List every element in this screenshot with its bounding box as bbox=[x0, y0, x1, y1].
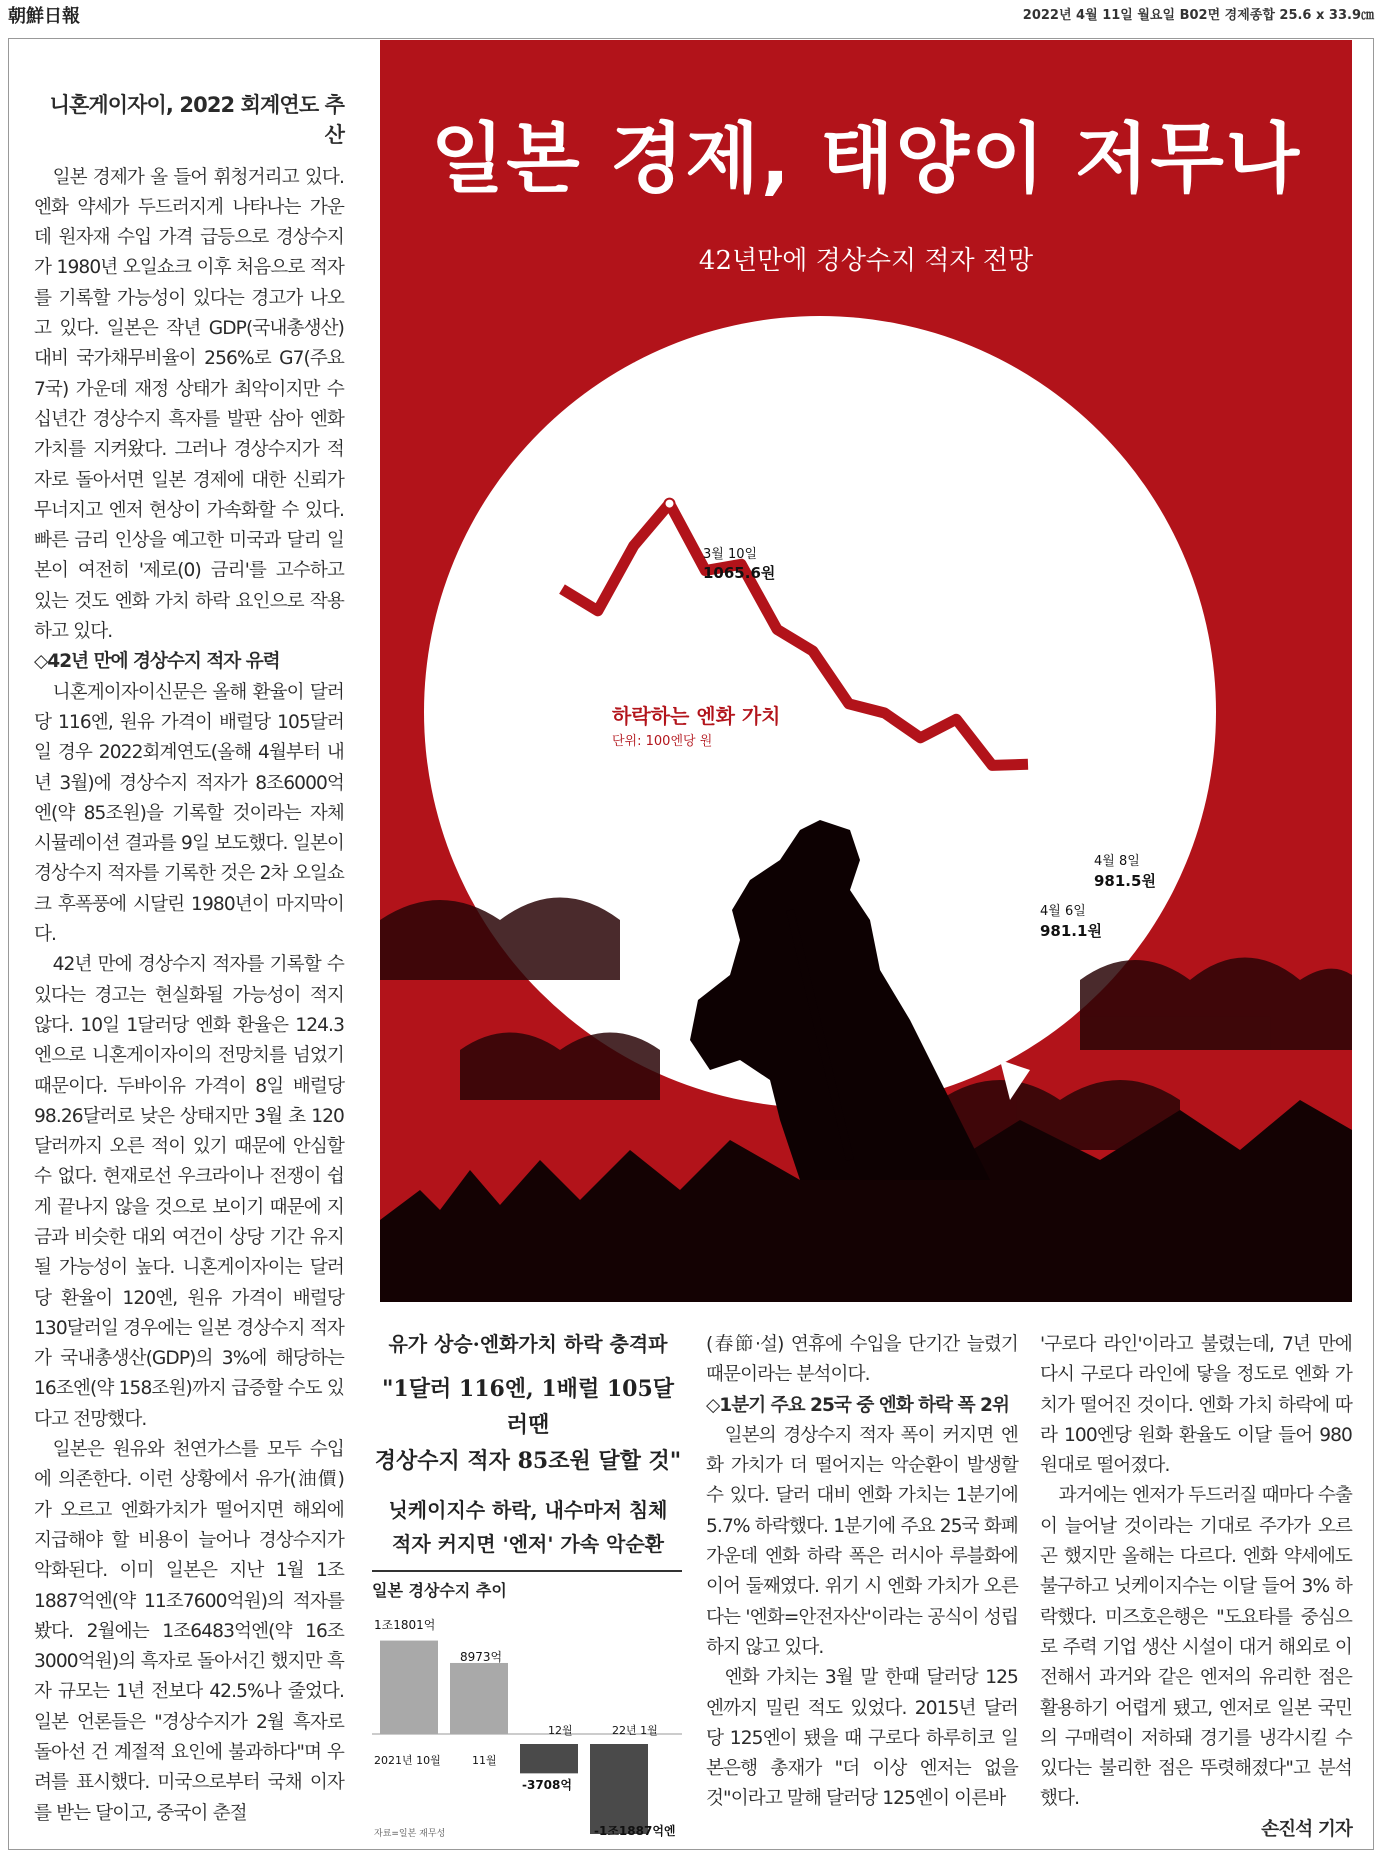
paragraph: 과거에는 엔저가 두드러질 때마다 수출이 늘어날 것이라는 기대로 주가가 오르곤 했지만 올해는 다르다. 엔화 약세에도 불구하고 닛케이지수는 이달 들어 3% 하락했다. 미즈호은행은 "도요타를 중심으로 주력 기업 생산 시설이 대거 해외로 이전해서 과거와 같은 엔저의 유리한 점은 활용하기 어렵게 됐고, 엔저로 일본 국민의 구매력이 저하돼 경기를 냉각시킬 수 있다는 불리한 점은 뚜렷해졌다"고 분석했다. bbox=[1040, 1485, 1352, 1810]
bar-category-dec: 12월 bbox=[548, 1724, 573, 1737]
bar-value-oct: 1조1801억 bbox=[374, 1618, 436, 1632]
deck-headline bbox=[372, 1328, 684, 1561]
hero-subtitle: 42년만에 경상수지 적자 전망 bbox=[698, 246, 1034, 276]
label-apr8-date: 4월 8일 bbox=[1094, 854, 1140, 869]
paragraph: '구로다 라인'이라고 불렸는데, 7년 만에 다시 구로다 라인에 닿을 정도로 엔화 가치가 떨어진 것이다. 엔화 가치 하락에 따라 100엔당 원화 환율도 이달 들어 980원대로 떨어졌다. bbox=[1040, 1334, 1352, 1477]
hero-artwork bbox=[380, 40, 1352, 1302]
label-mar10-date: 3월 10일 bbox=[703, 547, 758, 562]
deck-line: 닛케이지수 하락, 내수마저 침체 bbox=[388, 1498, 668, 1522]
hero-title: 일본 경제, 태양이 저무나 bbox=[430, 114, 1302, 203]
bar-value-jan: -1조1887억엔 bbox=[594, 1824, 676, 1838]
chart-title: 하락하는 엔화 가치 bbox=[612, 704, 781, 728]
paragraph: 일본의 경상수지 적자 폭이 커지면 엔화 가치가 더 떨어지는 악순환이 발생할 수 있다. 달러 대비 엔화 가치는 1분기에 5.7% 하락했다. 1분기에 주요 25국 화폐 가운데 엔화 하락 폭은 러시아 루블화에 이어 둘째였다. 위기 시 엔화 가치가 오른다는 '엔화=안전자산'이라는 공식이 성립하지 않고 있다. bbox=[706, 1424, 1018, 1658]
bar-chart-title: 일본 경상수지 추이 bbox=[372, 1570, 682, 1601]
paragraph: (春節·설) 연휴에 수입을 단기간 늘렸기 때문이라는 분석이다. bbox=[706, 1334, 1018, 1386]
bar-value-dec: -3708억 bbox=[522, 1778, 572, 1792]
bar-dec bbox=[520, 1744, 578, 1773]
label-apr6-date: 4월 6일 bbox=[1040, 904, 1086, 919]
bar-chart-source: 자료=일본 재무성 bbox=[374, 1829, 446, 1839]
bar-chart-svg bbox=[372, 1604, 682, 1834]
bar-category-jan: 22년 1월 bbox=[612, 1724, 658, 1737]
label-apr6-value: 981.1원 bbox=[1040, 922, 1102, 940]
byline: 손진석 기자 bbox=[1261, 1818, 1352, 1840]
bar-oct bbox=[380, 1641, 438, 1734]
subheading: ◇1분기 주요 25국 중 엔화 하락 폭 2위 bbox=[706, 1394, 1009, 1416]
page-header bbox=[0, 0, 1384, 26]
middle-column bbox=[706, 1330, 1018, 1815]
deck-line: 적자 커지면 '엔저' 가속 악순환 bbox=[392, 1532, 664, 1556]
paragraph: 일본 경제가 올 들어 휘청거리고 있다. 엔화 약세가 두드러지게 나타나는 가운데 원자재 수입 가격 급등으로 경상수지가 1980년 오일쇼크 이후 처음으로 적자를 기록할 가능성이 있다는 경고가 나오고 있다. 일본은 작년 GDP(국내총생산) 대비 국가채무비율이 256%로 G7(주요 7국) 가운데 재정 상태가 최악이지만 수십년간 경상수지 흑자를 발판 삼아 엔화 가치를 지켜왔다. 그러나 경상수지가 적자로 돌아서면 일본 경제에 대한 신뢰가 무너지고 엔저 현상이 가속화할 수 있다. 빠른 금리 인상을 예고한 미국과 달리 일본이 여전히 '제로(0) 금리'를 고수하고 있는 것도 엔화 가치 하락 요인으로 작용하고 있다. bbox=[34, 166, 344, 643]
bar-jan bbox=[590, 1744, 648, 1834]
marker-mar10 bbox=[665, 499, 675, 509]
label-mar10-value: 1065.6원 bbox=[703, 564, 776, 582]
paragraph: 니혼게이자이신문은 올해 환율이 달러당 116엔, 원유 가격이 배럴당 105달러일 경우 2022회계연도(올해 4월부터 내년 3월)에 경상수지 적자가 8조6000억엔(약 85조원)을 기록할 것이라는 자체 시뮬레이션 결과를 9일 보도했다. 일본이 경상수지 적자를 기록한 것은 2차 오일쇼크 후폭풍에 시달린 1980년이 마지막이다. bbox=[34, 681, 344, 946]
newspaper-masthead: 朝鮮日報 bbox=[8, 6, 80, 27]
bar-nov bbox=[450, 1663, 508, 1734]
balance-bar-chart bbox=[372, 1570, 682, 1840]
bar-value-nov: 8973억 bbox=[460, 1650, 503, 1664]
right-column bbox=[1040, 1330, 1352, 1845]
deck-line: 경상수지 적자 85조원 달할 것" bbox=[374, 1448, 682, 1474]
issue-meta: 2022년 4월 11일 월요일 B02면 경제종합 25.6 x 33.9㎝ bbox=[1022, 8, 1374, 23]
bar-category-oct: 2021년 10월 bbox=[374, 1754, 441, 1767]
column-heading: 니혼게이자이, 2022 회계연도 추산 bbox=[49, 93, 344, 148]
bar-category-nov: 11월 bbox=[472, 1754, 497, 1767]
paragraph: 일본은 원유와 천연가스를 모두 수입에 의존한다. 이런 상황에서 유가(油價)가 오르고 엔화가치가 떨어지면 해외에 지급해야 할 비용이 늘어나 경상수지가 악화된다. 이미 일본은 지난 1월 1조1887억엔(약 11조7600억원)의 적자를 봤다. 2월에는 1조6483억엔(약 16조3000억원)의 흑자로 돌아서긴 했지만 흑자 규모는 1년 전보다 42.5%나 줄었다. 일본 언론들은 "경상수지가 2월 흑자로 돌아선 건 계절적 요인에 불과하다"며 우려를 표시했다. 미국으로부터 국채 이자를 받는 달이고, 중국이 춘절 bbox=[34, 1439, 344, 1824]
label-apr8-value: 981.5원 bbox=[1094, 872, 1156, 890]
deck-line: 유가 상승·엔화가치 하락 충격파 bbox=[388, 1332, 668, 1356]
deck-line: "1달러 116엔, 1배럴 105달러땐 bbox=[381, 1376, 675, 1438]
subheading: ◇42년 만에 경상수지 적자 유력 bbox=[34, 651, 280, 673]
hero-illustration bbox=[380, 40, 1352, 1302]
left-column bbox=[34, 90, 344, 1829]
chart-unit: 단위: 100엔당 원 bbox=[612, 734, 713, 749]
paragraph: 42년 만에 경상수지 적자를 기록할 수 있다는 경고는 현실화될 가능성이 적지 않다. 10일 1달러당 엔화 환율은 124.3엔으로 니혼게이자이의 전망치를 넘었기 때문이다. 두바이유 가격이 8일 배럴당 98.26달러로 낮은 상태지만 3월 초 120달러까지 오른 적이 있기 때문에 안심할 수 없다. 현재로선 우크라이나 전쟁이 쉽게 끝나지 않을 것으로 보이기 때문에 지금과 비슷한 대외 여건이 상당 기간 유지될 가능성이 높다. 니혼게이자이는 달러당 환율이 120엔, 원유 가격이 배럴당 130달러일 경우에는 일본 경상수지 적자가 국내총생산(GDP)의 3%에 해당하는 16조엔(약 158조원)까지 급증할 수도 있다고 전망했다. bbox=[34, 954, 344, 1430]
paragraph: 엔화 가치는 3월 말 한때 달러당 125엔까지 밀린 적도 있었다. 2015년 달러당 125엔이 됐을 때 구로다 하루히코 일본은행 총재가 "더 이상 엔저는 없을 것"이라고 말해 달러당 125엔이 이른바 bbox=[706, 1667, 1018, 1810]
